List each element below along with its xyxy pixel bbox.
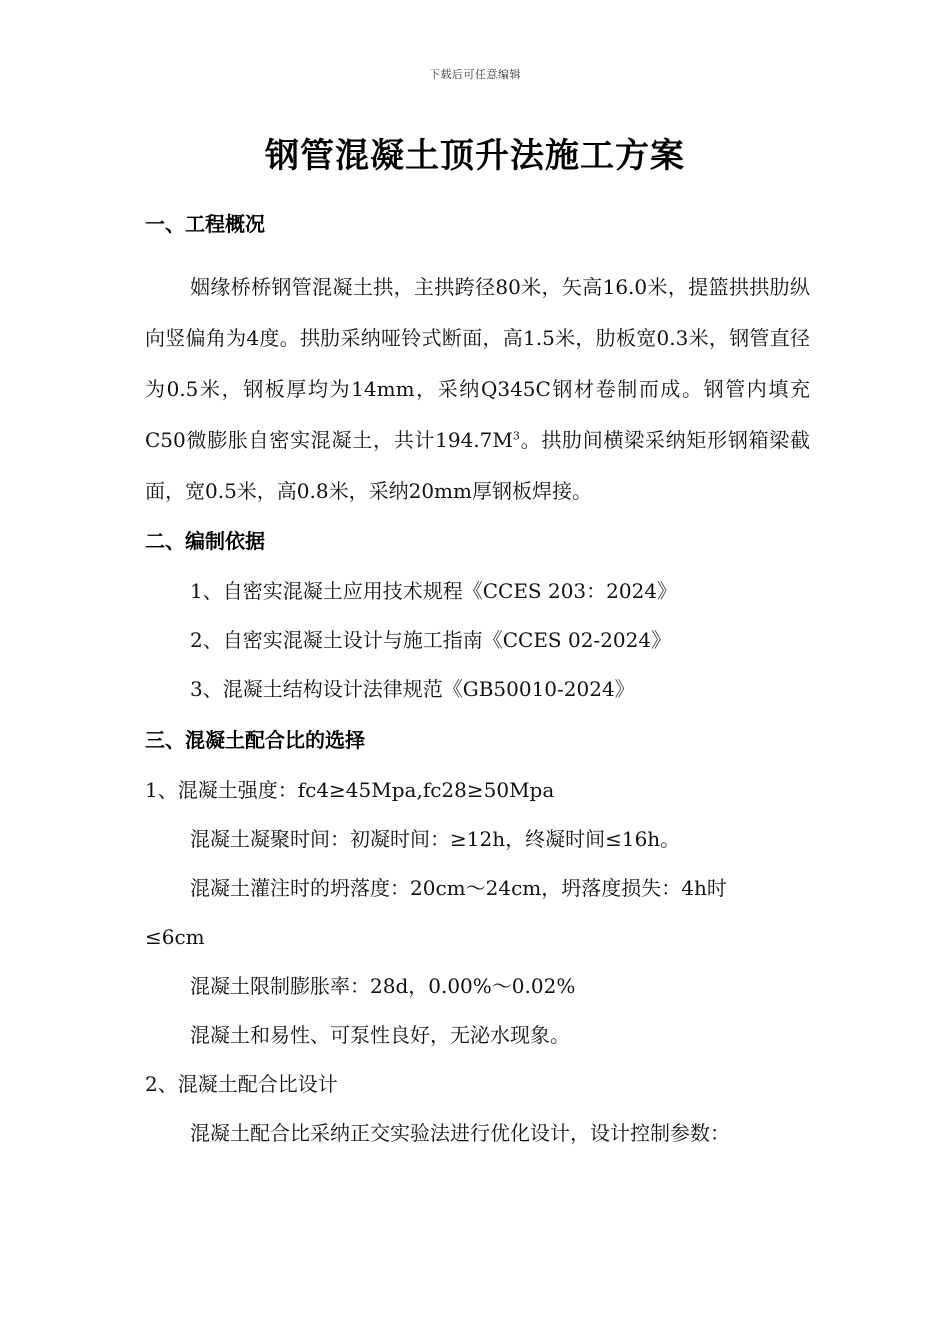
slump-loss-limit: ≤6cm	[145, 925, 205, 949]
basis-item-3: 3、混凝土结构设计法律规范《GB50010-2024》	[190, 677, 635, 701]
mix-design-text: 混凝土配合比采纳正交实验法进行优化设计，设计控制参数：	[190, 1121, 730, 1145]
expansion-rate: 混凝土限制膨胀率：28d，0.00%～0.02%	[190, 974, 576, 998]
document-body	[145, 206, 810, 1158]
basis-item-1: 1、自密实混凝土应用技术规程《CCES 203：2024》	[190, 579, 678, 603]
strength-requirement: 1、混凝土强度：fc4≥45Mpa,fc28≥50Mpa	[145, 778, 555, 802]
setting-time: 混凝土凝聚时间：初凝时间：≥12h，终凝时间≤16h。	[190, 827, 681, 851]
page-header-note: 下载后可任意编辑	[429, 68, 521, 81]
overview-paragraph	[145, 262, 810, 517]
mix-selection-body	[145, 766, 810, 1158]
document-title: 钢管混凝土顶升法施工方案	[265, 136, 685, 176]
overview-text-b: 。拱肋间横梁采纳矩形钢箱梁截面，宽0.5米，高0.8米，采纳20mm厚钢板焊接。	[145, 428, 810, 503]
section-heading-basis: 二、编制依据	[145, 529, 265, 553]
overview-text-a: 姻缘桥桥钢管混凝土拱，主拱跨径80米，矢高16.0米，提篮拱拱肋纵向竖偏角为4度。拱肋采纳哑铃式断面，高1.5米，肋板宽0.3米，钢管直径为0.5米，钢板厚均为14mm，采纳Q345C钢材卷制而成。钢管内填充C50微膨胀自密实混凝土，共计194.7M	[145, 275, 810, 452]
section-heading-mix-selection: 三、混凝土配合比的选择	[145, 728, 365, 752]
basis-item-2: 2、自密实混凝土设计与施工指南《CCES 02-2024》	[190, 628, 672, 652]
slump-requirement: 混凝土灌注时的坍落度：20cm～24cm，坍落度损失：4h时	[190, 876, 727, 900]
basis-list	[145, 567, 810, 714]
mix-design-heading: 2、混凝土配合比设计	[145, 1072, 338, 1096]
superscript-3: 3	[512, 429, 520, 443]
workability: 混凝土和易性、可泵性良好，无泌水现象。	[190, 1023, 570, 1047]
section-heading-overview: 一、工程概况	[145, 212, 265, 236]
